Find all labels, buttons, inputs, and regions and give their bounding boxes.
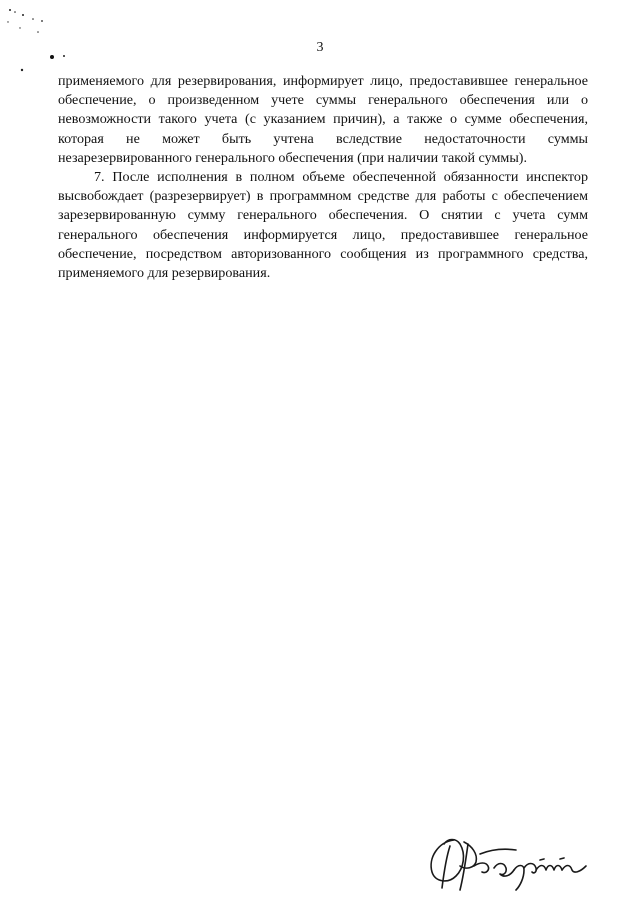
paragraph-continuation: применяемого для резервирования, информирует лицо, предоставившее генеральное обеспечение, о произведенном учете суммы генерального обеспечения или о невозможности такого учета (с указанием причин), а также о сумме обеспечения, которая не может быть учтена вследствие недостаточности суммы незарезервированного генерального обеспечения (при наличии такой суммы).: [58, 73, 588, 166]
page-number: 3: [316, 40, 324, 55]
document-body: [58, 72, 588, 283]
paragraph-item-7: 7. После исполнения в полном объеме обеспеченной обязанности инспектор высвобождает (разрезервирует) в программном средстве для работы с обеспечением зарезервированную сумму генерального обеспечения. О снятии с учета сумм генерального обеспечения информируется лицо, предоставившее генеральное обеспечение, посредством авторизованного сообщения из программного средства, применяемого для резервирования.: [58, 169, 588, 282]
handwritten-signature-icon: [420, 832, 600, 892]
